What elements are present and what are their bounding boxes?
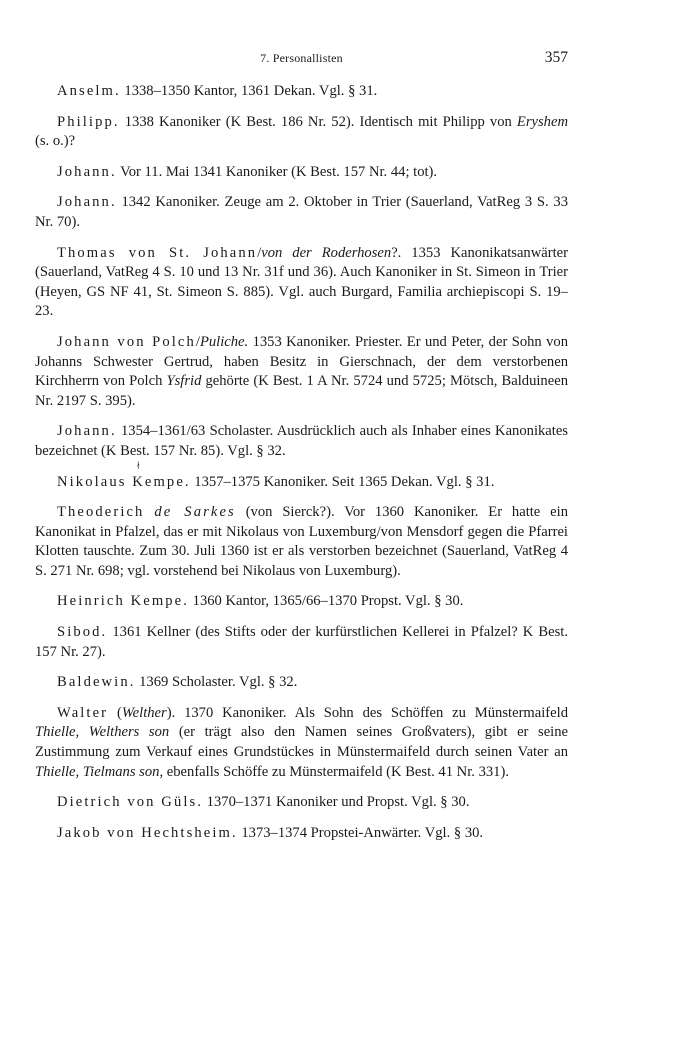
entry-italic-name: de Sarkes	[154, 504, 236, 521]
entry-text: 1338–1350 Kantor, 1361 Dekan. Vgl. § 31.	[120, 83, 378, 99]
entry-name: Thomas von St. Johann	[57, 244, 258, 261]
marked-letter	[109, 460, 143, 490]
entry-slash: /	[195, 333, 200, 350]
entry-johann-polch	[35, 333, 568, 411]
entry-italic: Eryshem	[516, 113, 568, 130]
entry-name: Philipp.	[57, 113, 120, 130]
entry-name: Baldewin.	[57, 674, 136, 691]
entry-johann-1342	[35, 193, 568, 232]
entry-text: Vor 11. Mai 1341 Kanoniker (K Best. 157 Nr. 44; tot).	[116, 163, 438, 180]
entry-name: Johann.	[57, 423, 117, 440]
entry-name: Sibod.	[57, 624, 108, 641]
entry-text: (er trägt also den Namen seines Großvaters), gibt er seine Zustimmung zum Verkauf eines Grundstückes in Münstermaifeld durch seinen Vater an	[35, 724, 568, 761]
entry-name: Johann.	[57, 163, 117, 180]
running-head: 7. Personallisten	[260, 51, 343, 65]
entry-anselm	[35, 82, 568, 102]
entry-italic: Welther	[121, 704, 167, 721]
entry-text: 1342 Kanoniker. Zeuge am 2. Oktober in Trier (Sauerland, VatReg 3 S. 33 Nr. 70).	[35, 194, 568, 230]
entry-name: Dietrich von Güls.	[57, 794, 204, 811]
entry-jakob	[35, 824, 568, 844]
entry-dietrich	[35, 793, 568, 813]
entry-nikolaus	[35, 460, 568, 493]
entry-italic: Ysfrid	[166, 373, 202, 390]
entry-text: ). 1370 Kanoniker. Als Sohn des Schöffen zu Münstermaifeld	[166, 704, 568, 721]
entry-text: 1354–1361/63 Scholaster. Ausdrücklich auch als Inhaber eines Kanonikates bezeichnet (K Best. 157 Nr. 85). Vgl. § 32.	[35, 423, 568, 459]
entry-heinrich	[35, 592, 568, 612]
handwritten-mark: ∤	[136, 460, 143, 470]
entry-name: Johann von Polch	[57, 333, 196, 350]
entry-text: ?. 1353 Kanonikatsanwärter (Sauerland, VatReg 4 S. 10 und 13 Nr. 31f und 36). Auch Kanoniker in St. Simeon in Trier (Heyen, GS NF 41, St. Simeon S. 885). Vgl. auch Burgard, Familia archiepiscopi S. 19–23.	[35, 244, 568, 320]
entry-italic: Thielle, Tielmans son	[35, 763, 160, 780]
entry-text: 1369 Scholaster. Vgl. § 32.	[135, 674, 298, 691]
page-number: 357	[544, 49, 568, 66]
entry-walter	[35, 704, 568, 782]
entry-sibod	[35, 623, 568, 662]
entry-text: (s. o.)?	[35, 133, 76, 150]
entry-text: , ebenfalls Schöffe zu Münstermaifeld (K Best. 41 Nr. 331).	[159, 763, 509, 780]
entry-name: Heinrich Kempe.	[57, 593, 189, 610]
entry-johann-1341	[35, 163, 568, 183]
entry-name: Walter	[57, 704, 109, 721]
entry-name: Anselm.	[57, 83, 121, 99]
entry-text: 1370–1371 Kanoniker und Propst. Vgl. § 30.	[203, 794, 470, 811]
entry-philipp	[35, 113, 568, 152]
entry-johann-1354	[35, 422, 568, 461]
entry-slash: /	[257, 244, 262, 261]
entry-list	[35, 82, 568, 854]
entry-text: gehörte (K Best. 1 A Nr. 5724 und 5725; Mötsch, Balduineen Nr. 2197 S. 395).	[35, 373, 568, 409]
entry-italic: von der Roderhosen	[261, 244, 392, 261]
entry-name-part: Nikola	[57, 473, 110, 490]
entry-text: 1338 Kanoniker (K Best. 186 Nr. 52). Identisch mit Philipp von	[119, 113, 517, 130]
entry-italic: Thielle, Welthers son	[35, 724, 170, 741]
entry-text: (	[108, 704, 122, 721]
entry-name: Johann.	[57, 194, 117, 211]
entry-text: 1353 Kanoniker. Priester. Er und Peter, der Sohn von Johanns Schwester Gertrud, haben Besitz in Gierschnach, der dem verstorbenen Kirchherrn von Polch	[35, 333, 569, 390]
entry-baldewin	[35, 673, 568, 693]
entry-text: 1373–1374 Propstei-Anwärter. Vgl. § 30.	[237, 824, 484, 841]
entry-name: Theoderich	[57, 504, 145, 521]
entry-theoderich	[35, 503, 568, 581]
entry-thomas	[35, 244, 568, 322]
page-header	[35, 49, 568, 69]
marked-letter-char: u	[109, 473, 119, 490]
entry-text: (von Sierck?). Vor 1360 Kanoniker. Er hatte ein Kanonikat in Pfalzel, das er mit Nikolaus von Luxemburg/von Mensdorf gegen die Pfarrei Klotten tauschte. Zum 30. Juli 1360 ist er als verstorben bezeichnet (Sauerland, VatReg 4 S. 271 Nr. 698; vgl. vorstehend bei Nikolaus von Luxemburg).	[35, 504, 568, 579]
entry-name	[57, 460, 191, 490]
entry-name: Jakob von Hechtsheim.	[57, 824, 238, 841]
entry-text: 1360 Kantor, 1365/66–1370 Propst. Vgl. § 30.	[189, 593, 464, 610]
entry-name-part: s Kempe.	[118, 473, 191, 490]
entry-italic: Puliche.	[199, 333, 249, 350]
entry-text: 1357–1375 Kanoniker. Seit 1365 Dekan. Vgl. § 31.	[190, 473, 495, 490]
entry-text: 1361 Kellner (des Stifts oder der kurfürstlichen Kellerei in Pfalzel? K Best. 157 Nr. 27).	[35, 624, 568, 660]
